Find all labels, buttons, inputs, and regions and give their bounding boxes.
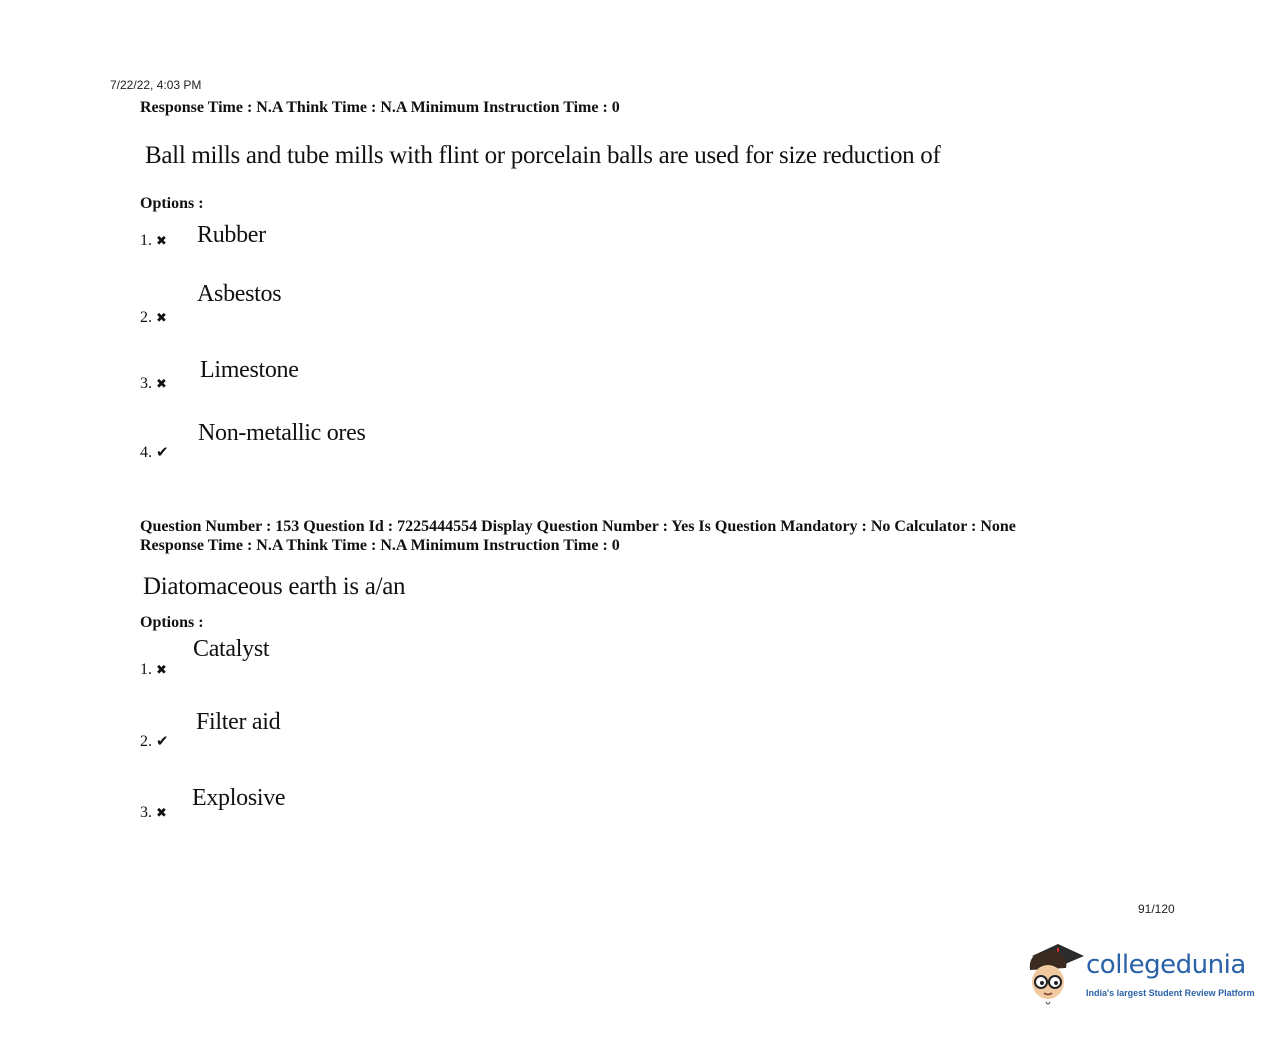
option-number: 1. bbox=[140, 232, 152, 249]
option-number: 3. bbox=[140, 804, 152, 821]
q1-option-1 bbox=[140, 232, 167, 250]
q2-option-3 bbox=[140, 804, 167, 822]
cross-icon: ✖ bbox=[156, 663, 167, 678]
q2-option-1-text: Catalyst bbox=[193, 636, 270, 662]
collegedunia-mascot-icon bbox=[1024, 940, 1088, 1010]
cross-icon: ✖ bbox=[156, 234, 167, 249]
q2-question-meta-line: Question Number : 153 Question Id : 7225444554 Display Question Number : Yes Is Question Mandatory : No Calculator : None bbox=[140, 518, 1016, 535]
option-number: 3. bbox=[140, 375, 152, 392]
collegedunia-tagline: India's largest Student Review Platform bbox=[1086, 988, 1255, 998]
page-number: 91/120 bbox=[1138, 902, 1175, 916]
q1-option-2-text: Asbestos bbox=[197, 281, 282, 307]
option-number: 1. bbox=[140, 661, 152, 678]
option-number: 4. bbox=[140, 444, 152, 461]
check-icon: ✔ bbox=[156, 732, 169, 750]
q2-options-label: Options : bbox=[140, 614, 204, 631]
option-number: 2. bbox=[140, 733, 152, 750]
cross-icon: ✖ bbox=[156, 377, 167, 392]
q1-option-3-text: Limestone bbox=[200, 357, 299, 383]
option-number: 2. bbox=[140, 309, 152, 326]
q1-option-4 bbox=[140, 443, 169, 462]
q1-option-2 bbox=[140, 309, 167, 327]
q2-option-2 bbox=[140, 732, 169, 751]
q2-response-time-line: Response Time : N.A Think Time : N.A Minimum Instruction Time : 0 bbox=[140, 537, 620, 554]
q1-option-4-text: Non-metallic ores bbox=[198, 420, 366, 446]
q1-response-time-line: Response Time : N.A Think Time : N.A Minimum Instruction Time : 0 bbox=[140, 99, 620, 116]
cross-icon: ✖ bbox=[156, 806, 167, 821]
print-timestamp: 7/22/22, 4:03 PM bbox=[110, 78, 202, 92]
q2-question-text: Diatomaceous earth is a/an bbox=[143, 573, 406, 600]
q2-option-3-text: Explosive bbox=[192, 785, 286, 811]
q1-option-1-text: Rubber bbox=[197, 222, 266, 248]
cross-icon: ✖ bbox=[156, 311, 167, 326]
q2-option-2-text: Filter aid bbox=[196, 709, 281, 735]
q1-question-text: Ball mills and tube mills with flint or porcelain balls are used for size reduction of bbox=[145, 142, 941, 169]
q1-options-label: Options : bbox=[140, 195, 204, 212]
q2-option-1 bbox=[140, 661, 167, 679]
q1-option-3 bbox=[140, 375, 167, 393]
collegedunia-logo-text: collegedunia bbox=[1086, 950, 1246, 980]
check-icon: ✔ bbox=[156, 443, 169, 461]
